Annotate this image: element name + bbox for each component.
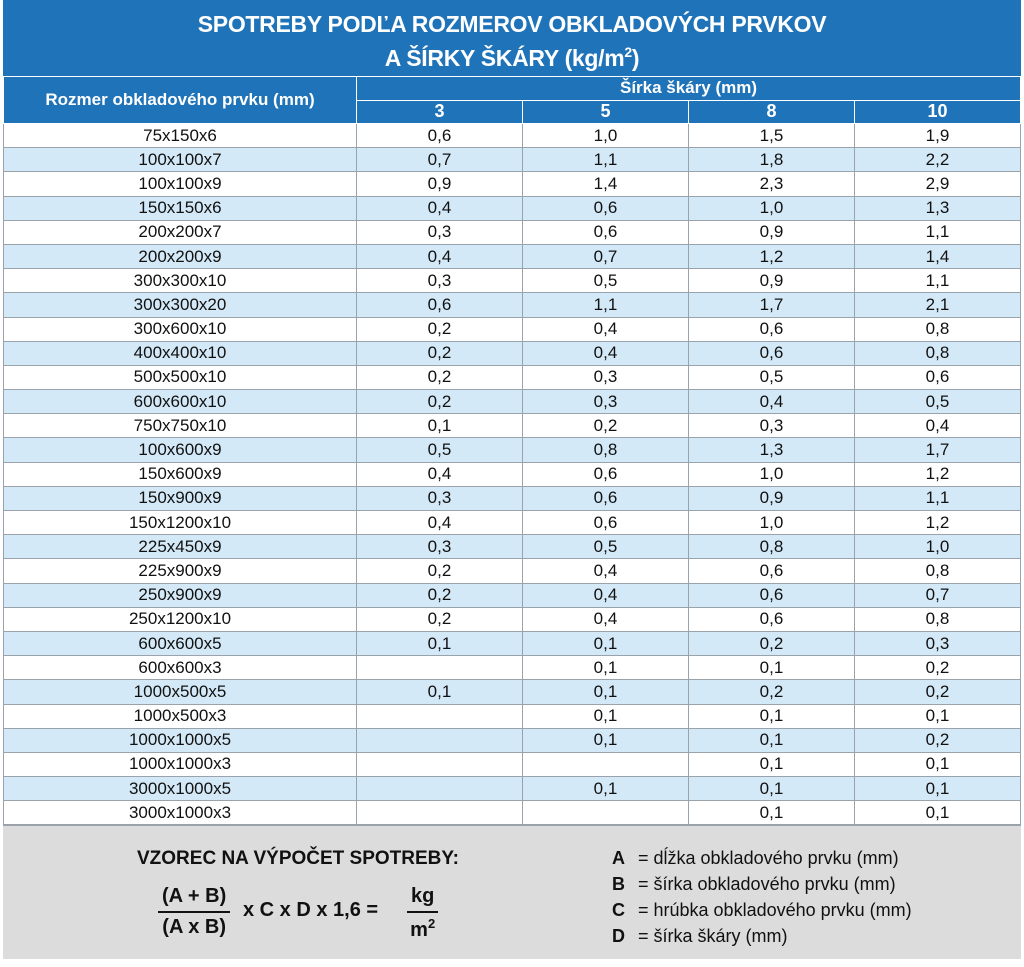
consumption-cell: 0,4 [357,511,523,535]
consumption-cell [357,656,523,680]
consumption-cell: 0,1 [357,631,523,655]
consumption-cell: 0,9 [357,172,523,196]
table-row [4,148,1021,172]
legend-key: A [612,848,625,869]
table-row [4,752,1021,776]
table-row [4,486,1021,510]
consumption-cell: 1,0 [689,462,855,486]
legend-key: B [612,874,625,895]
consumption-cell: 2,3 [689,172,855,196]
consumption-cell: 1,4 [523,172,689,196]
table-row [4,656,1021,680]
consumption-cell: 0,1 [855,704,1021,728]
consumption-cell: 0,5 [855,390,1021,414]
tile-size-cell: 225x450x9 [4,535,357,559]
consumption-cell: 0,2 [357,390,523,414]
consumption-cell: 1,0 [855,535,1021,559]
consumption-cell: 0,6 [523,486,689,510]
table-row [4,244,1021,268]
consumption-cell: 0,1 [357,680,523,704]
consumption-cell: 0,2 [855,656,1021,680]
consumption-cell: 0,2 [523,414,689,438]
consumption-cell: 0,2 [689,631,855,655]
consumption-cell: 1,1 [523,293,689,317]
legend-item [612,923,912,949]
consumption-cell: 1,7 [689,293,855,317]
consumption-cell: 0,6 [855,365,1021,389]
consumption-cell: 0,9 [689,486,855,510]
consumption-cell: 0,6 [689,583,855,607]
consumption-cell: 0,1 [523,656,689,680]
table-row [4,293,1021,317]
consumption-cell: 1,5 [689,124,855,148]
consumption-cell: 1,3 [855,196,1021,220]
consumption-cell: 1,2 [689,244,855,268]
consumption-cell: 0,4 [523,341,689,365]
table-row [4,365,1021,389]
tile-size-cell: 1000x500x5 [4,680,357,704]
consumption-cell: 0,1 [523,631,689,655]
consumption-sheet [3,0,1021,959]
title-banner [3,0,1021,76]
consumption-cell: 0,1 [523,704,689,728]
consumption-cell: 1,2 [855,462,1021,486]
consumption-cell: 0,4 [855,414,1021,438]
consumption-cell: 0,2 [357,365,523,389]
consumption-cell: 0,2 [855,728,1021,752]
tile-size-cell: 100x100x7 [4,148,357,172]
tile-size-cell: 1000x1000x3 [4,752,357,776]
table-row [4,607,1021,631]
table-row [4,462,1021,486]
consumption-cell: 0,4 [523,583,689,607]
consumption-cell: 0,2 [689,680,855,704]
title-line-2-text: A ŠÍRKY ŠKÁRY (kg/m [384,45,625,71]
consumption-cell [357,777,523,801]
consumption-cell: 0,1 [523,728,689,752]
consumption-cell: 0,8 [855,341,1021,365]
formula-numerator: (A + B) [158,885,230,913]
consumption-cell: 0,6 [357,293,523,317]
tile-size-cell: 100x600x9 [4,438,357,462]
consumption-cell: 0,1 [689,777,855,801]
tile-size-cell: 200x200x9 [4,244,357,268]
legend-text: = dĺžka obkladového prvku (mm) [638,848,899,869]
formula-legend [612,845,912,949]
title-unit-sup: 2 [624,44,632,60]
consumption-cell: 0,1 [855,777,1021,801]
tile-size-cell: 3000x1000x3 [4,801,357,825]
table-row [4,704,1021,728]
consumption-cell: 0,4 [357,462,523,486]
table-row [4,438,1021,462]
consumption-cell: 0,4 [523,317,689,341]
consumption-cell: 0,2 [357,317,523,341]
consumption-table [3,76,1021,825]
tile-size-cell: 300x600x10 [4,317,357,341]
tile-size-cell: 1000x500x3 [4,704,357,728]
consumption-cell: 0,7 [357,148,523,172]
tile-size-cell: 600x600x3 [4,656,357,680]
legend-text: = šírka škáry (mm) [638,926,788,947]
title-line-1: SPOTREBY PODĽA ROZMEROV OBKLADOVÝCH PRVKOV [197,11,827,37]
column-header: 10 [855,100,1021,124]
consumption-cell: 0,1 [689,704,855,728]
legend-item [612,845,912,871]
tile-size-cell: 250x1200x10 [4,607,357,631]
table-row [4,124,1021,148]
consumption-cell: 1,1 [855,220,1021,244]
tile-size-cell: 100x100x9 [4,172,357,196]
consumption-cell: 1,9 [855,124,1021,148]
consumption-cell: 0,6 [689,341,855,365]
title-line-2 [3,38,1021,72]
tile-size-cell: 300x300x20 [4,293,357,317]
consumption-cell: 0,8 [689,535,855,559]
tile-size-cell: 400x400x10 [4,341,357,365]
consumption-cell: 0,6 [523,196,689,220]
consumption-cell: 1,7 [855,438,1021,462]
tile-size-cell: 200x200x7 [4,220,357,244]
column-header: 3 [357,100,523,124]
column-header: 8 [689,100,855,124]
legend-text: = šírka obkladového prvku (mm) [638,874,896,895]
consumption-cell: 0,1 [689,752,855,776]
consumption-cell: 0,4 [523,559,689,583]
formula-multiplier: x C x D x 1,6 = [243,899,379,922]
consumption-cell: 0,2 [357,559,523,583]
consumption-cell: 0,1 [523,777,689,801]
consumption-cell: 0,1 [855,752,1021,776]
tile-size-cell: 500x500x10 [4,365,357,389]
consumption-cell: 0,1 [523,680,689,704]
table-row [4,801,1021,825]
consumption-cell: 1,0 [689,511,855,535]
consumption-cell: 0,3 [523,390,689,414]
consumption-cell: 0,9 [689,220,855,244]
tile-size-cell: 1000x1000x5 [4,728,357,752]
table-row [4,559,1021,583]
formula-unit-sup: 2 [427,916,436,932]
consumption-cell: 0,4 [357,244,523,268]
consumption-cell: 0,8 [855,607,1021,631]
table-row [4,728,1021,752]
consumption-cell: 2,1 [855,293,1021,317]
tile-size-cell: 150x1200x10 [4,511,357,535]
consumption-cell: 1,2 [855,511,1021,535]
formula-fraction [158,885,230,939]
table-row [4,269,1021,293]
table-row [4,390,1021,414]
consumption-cell: 1,1 [855,269,1021,293]
formula-unit-fraction [407,885,438,942]
consumption-cell: 0,1 [689,656,855,680]
consumption-cell: 0,3 [357,535,523,559]
formula-panel [3,825,1021,959]
tile-size-cell: 150x600x9 [4,462,357,486]
consumption-cell: 0,9 [689,269,855,293]
consumption-cell: 0,1 [855,801,1021,825]
table-row [4,777,1021,801]
tile-size-cell: 75x150x6 [4,124,357,148]
formula-denominator: (A x B) [162,916,226,939]
consumption-cell: 0,6 [523,220,689,244]
table-row [4,511,1021,535]
table-row [4,341,1021,365]
consumption-cell [357,704,523,728]
consumption-cell: 0,6 [523,511,689,535]
consumption-cell: 0,8 [855,559,1021,583]
group-header: Šírka škáry (mm) [357,77,1021,101]
column-header: 5 [523,100,689,124]
formula-unit-numerator: kg [407,885,438,913]
consumption-cell: 0,6 [523,462,689,486]
tile-size-cell: 750x750x10 [4,414,357,438]
consumption-cell: 0,3 [357,220,523,244]
consumption-cell: 0,8 [855,317,1021,341]
tile-size-cell: 300x300x10 [4,269,357,293]
consumption-cell: 0,4 [689,390,855,414]
table-row [4,317,1021,341]
table-row [4,196,1021,220]
consumption-cell: 0,2 [855,680,1021,704]
tile-size-cell: 3000x1000x5 [4,777,357,801]
legend-item [612,871,912,897]
consumption-cell: 0,6 [689,317,855,341]
title-line-2-end: ) [631,45,640,71]
consumption-cell: 1,0 [689,196,855,220]
consumption-cell: 1,0 [523,124,689,148]
consumption-cell: 0,2 [357,583,523,607]
tile-size-cell: 225x900x9 [4,559,357,583]
consumption-cell: 1,4 [855,244,1021,268]
consumption-cell: 0,1 [357,414,523,438]
consumption-cell: 0,1 [689,801,855,825]
legend-text: = hrúbka obkladového prvku (mm) [638,900,912,921]
consumption-cell: 0,3 [357,486,523,510]
table-row [4,535,1021,559]
tile-size-cell: 250x900x9 [4,583,357,607]
consumption-cell: 0,4 [357,196,523,220]
consumption-cell: 0,6 [357,124,523,148]
tile-size-cell: 150x900x9 [4,486,357,510]
consumption-cell: 1,8 [689,148,855,172]
consumption-cell: 2,2 [855,148,1021,172]
table-row [4,414,1021,438]
consumption-cell: 0,6 [689,607,855,631]
formula-unit-denominator-wrap [407,913,438,942]
consumption-cell [523,752,689,776]
table-row [4,680,1021,704]
consumption-cell: 0,3 [689,414,855,438]
consumption-cell: 0,5 [689,365,855,389]
consumption-cell [357,728,523,752]
tile-size-cell: 150x150x6 [4,196,357,220]
tile-size-cell: 600x600x10 [4,390,357,414]
table-row [4,583,1021,607]
tile-size-cell: 600x600x5 [4,631,357,655]
consumption-cell: 0,3 [357,269,523,293]
consumption-cell: 0,7 [855,583,1021,607]
consumption-cell: 0,4 [523,607,689,631]
legend-key: D [612,926,625,947]
consumption-cell: 0,5 [523,535,689,559]
consumption-cell: 0,8 [523,438,689,462]
consumption-cell: 0,2 [357,341,523,365]
formula-heading: VZOREC NA VÝPOČET SPOTREBY: [137,848,459,870]
header-row-top [4,77,1021,101]
table-head [4,77,1021,124]
consumption-cell [523,801,689,825]
consumption-cell: 1,1 [855,486,1021,510]
table-body [4,124,1021,825]
legend-item [612,897,912,923]
consumption-cell: 0,5 [357,438,523,462]
consumption-cell [357,752,523,776]
consumption-cell: 0,3 [855,631,1021,655]
formula-unit-denominator: m [410,919,428,942]
row-header: Rozmer obkladového prvku (mm) [4,77,357,124]
consumption-cell: 0,5 [523,269,689,293]
table-row [4,220,1021,244]
table-row [4,172,1021,196]
consumption-cell: 0,7 [523,244,689,268]
consumption-cell: 0,6 [689,559,855,583]
consumption-cell: 0,3 [523,365,689,389]
consumption-cell: 0,2 [357,607,523,631]
table-row [4,631,1021,655]
consumption-cell: 2,9 [855,172,1021,196]
consumption-cell: 1,3 [689,438,855,462]
legend-key: C [612,900,625,921]
consumption-cell [357,801,523,825]
consumption-cell: 1,1 [523,148,689,172]
consumption-cell: 0,1 [689,728,855,752]
